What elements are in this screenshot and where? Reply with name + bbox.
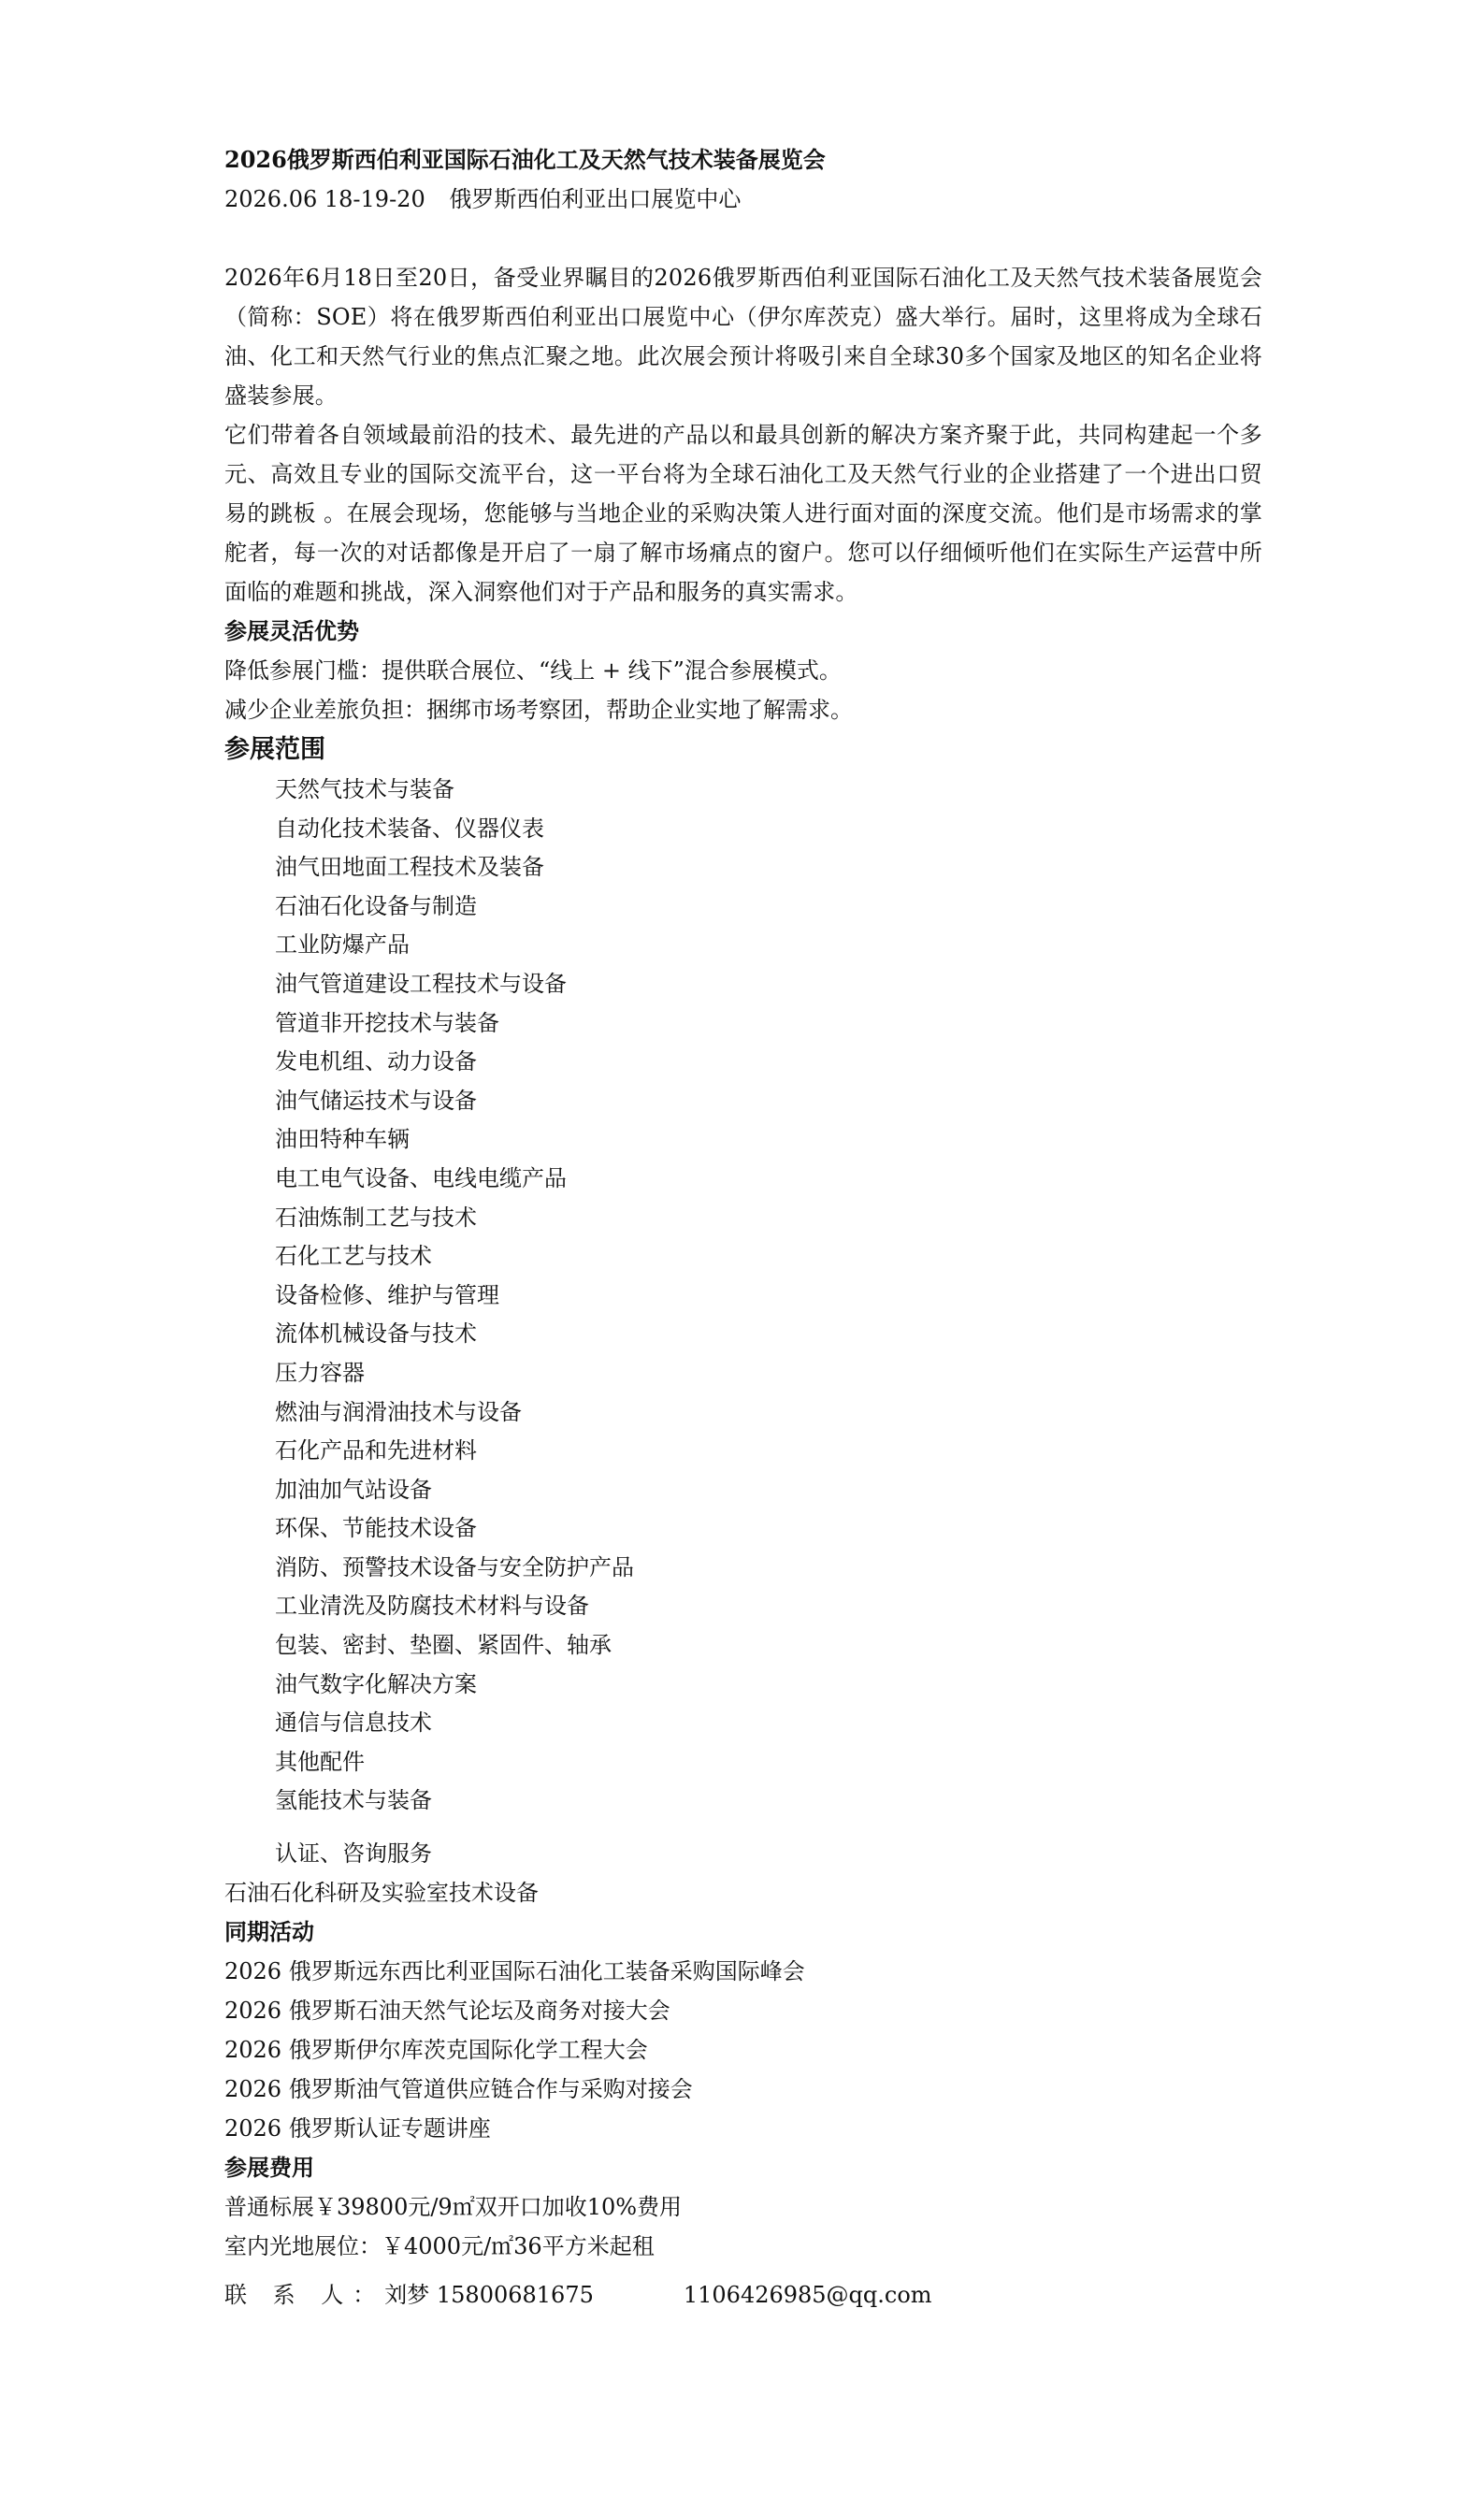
scope-item: 天然气技术与装备 [275,776,454,802]
contact-line [224,2275,1262,2315]
document-content [224,140,1262,2315]
scope-item: 流体机械设备与技术 [275,1320,477,1348]
intro-section [224,258,1262,612]
scope-item: 油田特种车辆 [275,1126,410,1153]
advantages-section [224,612,1262,729]
scope-item: 油气储运技术与设备 [275,1087,477,1114]
scope-item: 油气数字化解决方案 [275,1670,477,1697]
scope-item: 氢能技术与装备 [275,1787,432,1814]
event-item: 2026 俄罗斯认证专题讲座 [224,2115,491,2143]
event-date-venue [224,180,1262,219]
events-section [224,1912,1262,2148]
scope-section [224,729,1262,1912]
event-item: 2026 俄罗斯远东西比利亚国际石油化工装备采购国际峰会 [224,1958,805,1985]
advantage-item: 减少企业差旅负担：捆绑市场考察团，帮助企业实地了解需求。 [224,697,853,723]
scope-heading: 参展范围 [224,735,325,764]
scope-item: 包装、密封、垫圈、紧固件、轴承 [275,1632,612,1659]
scope-item: 消防、预警技术设备与安全防护产品 [275,1553,634,1580]
scope-item: 油气田地面工程技术及装备 [275,854,544,881]
advantages-heading: 参展灵活优势 [224,617,359,644]
event-venue: 俄罗斯西伯利亚出口展览中心 [449,186,742,212]
scope-item: 环保、节能技术设备 [275,1515,477,1542]
scope-item: 工业防爆产品 [275,931,410,959]
fee-item: 普通标展￥39800元/9㎡双开口加收10%费用 [224,2194,683,2221]
scope-item: 管道非开挖技术与装备 [275,1009,499,1036]
event-item: 2026 俄罗斯油气管道供应链合作与采购对接会 [224,2076,693,2103]
scope-item: 设备检修、维护与管理 [275,1281,499,1308]
scope-item: 石油炼制工艺与技术 [275,1204,477,1231]
contact-name-phone: 刘梦 15800681675 [384,2282,594,2309]
scope-list [224,771,1262,1821]
events-list [224,1952,1262,2148]
scope-item: 电工电气设备、电线电缆产品 [275,1164,567,1191]
document-title: 2026俄罗斯西伯利亚国际石油化工及天然气技术装备展览会 [224,146,826,173]
scope-item: 燃油与润滑油技术与设备 [275,1398,522,1425]
scope-item: 加油加气站设备 [275,1476,432,1503]
event-item: 2026 俄罗斯石油天然气论坛及商务对接大会 [224,1998,670,2025]
fees-heading: 参展费用 [224,2154,314,2182]
scope-item: 工业清洗及防腐技术材料与设备 [275,1593,589,1620]
scope-item: 压力容器 [275,1359,365,1386]
scope-item: 油气管道建设工程技术与设备 [275,970,567,997]
scope-item: 通信与信息技术 [275,1710,432,1737]
contact-label: 联 系 人： [224,2282,385,2309]
scope-item-research-lab: 石油石化科研及实验室技术设备 [224,1880,539,1907]
fee-item: 室内光地展位：￥4000元/㎡36平方米起租 [224,2233,655,2260]
scope-item: 自动化技术装备、仪器仪表 [275,815,544,842]
scope-item: 其他配件 [275,1748,365,1775]
scope-item: 石化产品和先进材料 [275,1437,477,1464]
scope-item: 发电机组、动力设备 [275,1048,477,1075]
scope-item-certification: 认证、咨询服务 [275,1840,432,1868]
event-dates: 2026.06 18-19-20 [224,186,425,212]
fees-section [224,2148,1262,2266]
scope-item: 石化工艺与技术 [275,1243,432,1270]
events-heading: 同期活动 [224,1918,314,1946]
intro-paragraph-1: 2026年6月18日至20日，备受业界瞩目的2026俄罗斯西伯利亚国际石油化工及天然气技术装备展览会（简称：SOE）将在俄罗斯西伯利亚出口展览中心（伊尔库茨克）盛大举行。届时，这里将成为全球石油、化工和天然气行业的焦点汇聚之地。此次展会预计将吸引来自全球30多个国家及地区的知名企业将盛装参展。 [224,265,1262,409]
advantage-item: 降低参展门槛：提供联合展位、“线上 + 线下”混合参展模式。 [224,657,842,684]
scope-item: 石油石化设备与制造 [275,892,477,919]
contact-email: 1106426985@qq.com [683,2282,932,2309]
event-item: 2026 俄罗斯伊尔库茨克国际化学工程大会 [224,2037,648,2064]
intro-paragraph-2: 它们带着各自领域最前沿的技术、最先进的产品以和最具创新的解决方案齐聚于此，共同构建起一个多元、高效且专业的国际交流平台，这一平台将为全球石油化工及天然气行业的企业搭建了一个进出口贸易的跳板 。在展会现场，您能够与当地企业的采购决策人进行面对面的深度交流。他们是市场需求的掌舵者，每一次的对话都像是开启了一扇了解市场痛点的窗户。您可以仔细倾听他们在实际生产运营中所面临的难题和挑战，深入洞察他们对于产品和服务的真实需求。 [224,422,1262,605]
